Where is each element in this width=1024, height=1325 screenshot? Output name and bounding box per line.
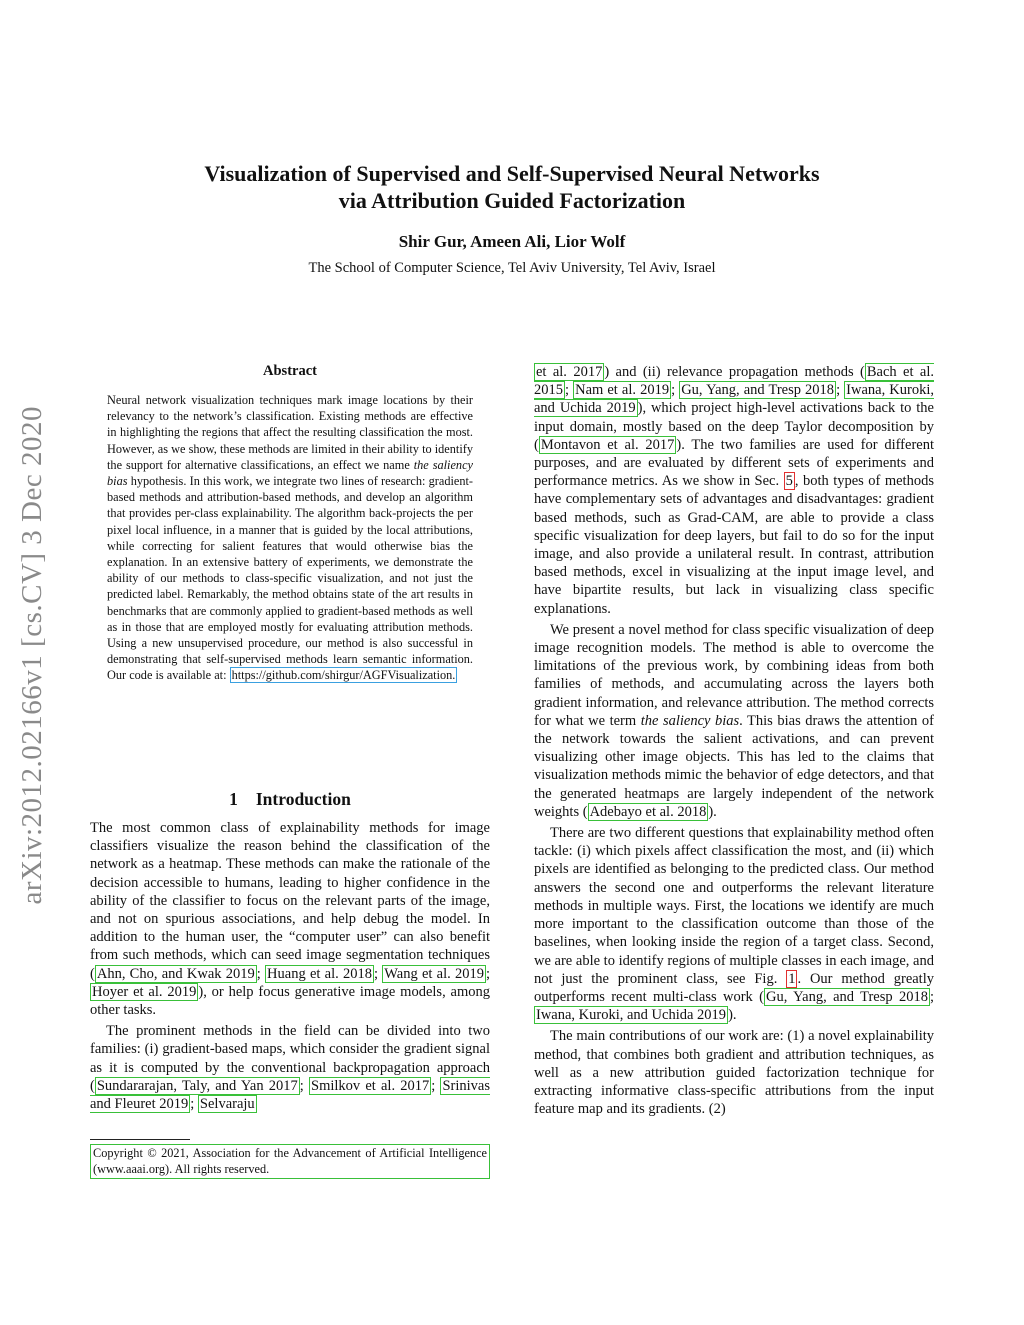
title-line-1: Visualization of Supervised and Self-Supervised Neural Networks: [204, 161, 820, 186]
citation[interactable]: Iwana, Kuroki, and Uchida 2019: [534, 382, 934, 417]
citation[interactable]: Iwana, Kuroki, and Uchida 2019: [536, 1007, 727, 1024]
footnote-divider: [90, 1139, 190, 1140]
intro-paragraph-2: The prominent methods in the field can be divided into two families: (i) gradient-based maps, which consider the gradient signal as it is computed by the conventional backpropagation approach ( Sundararajan, Taly, and Yan 2017 ; Smilkov et al. 2017 ; Srinivas and Fleuret 2019 ; Selvaraju: [90, 1023, 491, 1113]
citation[interactable]: Wang et al. 2019: [384, 965, 484, 982]
citation[interactable]: Srinivas and Fleuret 2019: [90, 1077, 491, 1113]
abstract-heading: Abstract: [263, 363, 317, 379]
section-heading-introduction: [90, 789, 490, 810]
paper-title: [90, 160, 934, 214]
citation[interactable]: Bach et al. 2015: [534, 364, 934, 399]
right-text: ). The two families are used for different purposes, and are evaluated by different sets of experiments and performance metrics. As we show in Sec.: [534, 436, 934, 490]
right-paragraph-4: The main contributions of our work are: (1) a novel explainability method, that combines both gradient and attribution techniques, as well as a new attribution guided factorization technique for extracting informative class-specific attributions from the input feature map and its gradients. (2): [534, 1028, 934, 1118]
citation[interactable]: Montavon et al. 2017: [540, 436, 675, 453]
citation[interactable]: Selvaraju: [199, 1096, 255, 1113]
right-text: ).: [728, 1007, 737, 1024]
abstract-body: [107, 392, 473, 684]
citation[interactable]: Huang et al. 2018: [267, 965, 372, 982]
right-text: . This bias draws the attention of the network towards the salient activations, and can prevent visualizing other image objects. This has led to the claims that visualization methods mimic the behavior of edge detectors, and that the generated heatmaps are largely independent of the network weights (: [534, 712, 934, 820]
abstract-text-1: Neural network visualization techniques mark image locations by their relevancy to the network’s classification. Existing methods are effective in highlighting the regions that affect the resulting classification the most. However, as we show, these methods are limited in their ability to identify the support for alternative classifications, an effect we name: [107, 393, 473, 472]
figure-reference[interactable]: 1: [788, 970, 796, 987]
right-paragraph-3: There are two different questions that explainability method often tackle: (i) which pixels affect classification the most, and (ii) which pixels are identified as belonging to the predicted class. Our method answers the second one and outperforms the relevant literature methods in multiple ways. First, the locations we identify are much more important to the classification outcome than those of the baselines, when looking inside the region of a target class. Second, we are able to identify regions of multiple classes in each image, and not just the prominent class, see Fig. 1 . Our method greatly outperforms recent multi-class work ( Gu, Yang, and Tresp 2018 ; Iwana, Kuroki, and Uchida 2019 ).: [534, 825, 934, 1024]
citation[interactable]: Smilkov et al. 2017: [311, 1077, 430, 1094]
right-text: ) and (ii) relevance propagation methods (: [604, 364, 865, 380]
citation[interactable]: Adebayo et al. 2018: [589, 803, 707, 820]
citation[interactable]: Nam et al. 2019: [575, 382, 670, 399]
arxiv-stamp: [12, 355, 52, 955]
section-reference[interactable]: 5: [785, 473, 793, 490]
right-text: . Our method greatly outperforms recent multi-class work (: [534, 970, 934, 1005]
right-text: , both types of methods have complementary sets of advantages and disadvantages: gradient based methods, such as Grad-CAM, are able to provide a class specific visualization for deep layers, but fail to do so for the input image, and also provide a unilateral result. In contrast, attribution based methods, excel in visualizing at the input image level, and have bipartite results, but lack in visualizing class specific explanations.: [534, 473, 934, 617]
right-text: There are two different questions that explainability method often tackle: (i) which pixels affect classification the most, and (ii) which pixels are identified as belonging to the predicted class. Our method answers the second one and outperforms the relevant literature methods in multiple ways. First, the locations we identify are much more important to the classification outcome than those of the baselines, when looking inside the region of a target class. Second, we are able to identify regions of multiple classes in each image, and not just the prominent class, see Fig.: [534, 825, 934, 987]
citation[interactable]: Gu, Yang, and Tresp 2018: [681, 382, 835, 399]
left-column-body: [90, 819, 490, 1113]
intro-p1-text: The most common class of explainability methods for image classifiers visualize the reason behind the classification of the network as a heatmap. These methods can make the rationale of the decision accessible to humans, leading to higher confidence in the ability of the classifier to focus on the relevant parts of the image, and not on spurious associations, and help debug the model. In addition to the human user, the “computer user” can also benefit from such methods, which can seed image segmentation techniques (: [90, 820, 490, 982]
right-text: ).: [708, 803, 717, 820]
citation[interactable]: et al. 2017: [536, 364, 603, 380]
right-paragraph-1: et al. 2017 ) and (ii) relevance propagation methods ( Bach et al. 2015 ; Nam et al. 2019 ; Gu, Yang, and Tresp 2018 ; Iwana, Kuroki, and Uchida 2019 ), which project high-level activations back to the input domain, mostly based on the deep Taylor decomposition by ( Montavon et al. 2017 ). The two families are used for different purposes, and are evaluated by different sets of experiments and performance metrics. As we show in Sec. 5 , both types of methods have complementary sets of advantages and disadvantages: gradient based methods, such as Grad-CAM, are able to provide a class specific visualization for deep layers, but fail to do so for the input image, and also provide a unilateral result. In contrast, attribution based methods, excel in visualizing at the input image level, and have bipartite results, but lack in visualizing class specific explanations.: [534, 364, 934, 617]
right-column-body: [534, 363, 934, 1118]
title-line-2: via Attribution Guided Factorization: [338, 188, 686, 213]
right-text: We present a novel method for class specific visualization of deep image recognition models. The method is able to overcome the limitations of the previous work, by combining ideas from both families of methods, and accumulating across the layers both gradient information, and relevance attribution. The method corrects for what we term: [534, 621, 934, 729]
intro-p1-text-end: ), or help focus generative image models, among other tasks.: [90, 983, 491, 1019]
intro-paragraph-1: The most common class of explainability methods for image classifiers visualize the reason behind the classification of the network as a heatmap. These methods can make the rationale of the decision accessible to humans, leading to higher confidence in the ability of the classifier to focus on the relevant parts of the image, and not on spurious associations, and help debug the model. In addition to the human user, the “computer user” can also benefit from such methods, which can seed image segmentation techniques ( Ahn, Cho, and Kwak 2019 ; Huang et al. 2018 ; Wang et al. 2019 ; Hoyer et al. 2019 ), or help focus generative image models, among other tasks.: [90, 820, 491, 1019]
section-number: 1: [229, 789, 238, 809]
abstract-emphasis: the saliency bias: [107, 457, 473, 489]
arxiv-stamp-text: arXiv:2012.02166v1 [cs.CV] 3 Dec 2020: [15, 405, 48, 905]
citation[interactable]: Sundararajan, Taly, and Yan 2017: [96, 1077, 298, 1094]
right-text: ), which project high-level activations back to the input domain, mostly based on the deep Taylor decomposition by (: [534, 400, 934, 453]
citation[interactable]: Gu, Yang, and Tresp 2018: [765, 988, 928, 1005]
abstract-text-2: hypothesis. In this work, we integrate two lines of research: gradient-based methods and attribution-based methods, and develop an algorithm that provides per-class explainability. The algorithm back-projects the per pixel local influence, in a manner that is guided by the local attributions, while correcting for salient features that would otherwise bias the explanation. In an extensive battery of experiments, we demonstrate the ability of our methods to class-specific visualization, and not just the predicted label. Remarkably, the method obtains state of the art results in benchmarks that are commonly applied to gradient-based methods as well as in those that are employed mostly for evaluating attribution methods. Using a new unsupervised procedure, our method is also successful in demonstrating that self-supervised methods learn semantic information. Our code is available at:: [107, 474, 473, 683]
intro-p2-text: The prominent methods in the field can be divided into two families: (i) gradient-based maps, which consider the gradient signal as it is computed by the conventional backpropagation approach (: [90, 1023, 490, 1094]
section-title: Introduction: [255, 789, 351, 809]
right-paragraph-2: [534, 621, 934, 821]
saliency-bias-emphasis: the saliency bias: [640, 712, 740, 729]
authors: Shir Gur, Ameen Ali, Lior Wolf: [398, 232, 626, 251]
affiliation: The School of Computer Science, Tel Aviv University, Tel Aviv, Israel: [308, 260, 716, 276]
citation[interactable]: Hoyer et al. 2019: [92, 983, 197, 1000]
copyright-footnote: Copyright © 2021, Association for the Advancement of Artificial Intelligence (www.aaai.org). All rights reserved.: [90, 1144, 490, 1179]
code-link[interactable]: https://github.com/shirgur/AGFVisualization.: [231, 668, 456, 683]
citation[interactable]: Ahn, Cho, and Kwak 2019: [96, 965, 255, 982]
